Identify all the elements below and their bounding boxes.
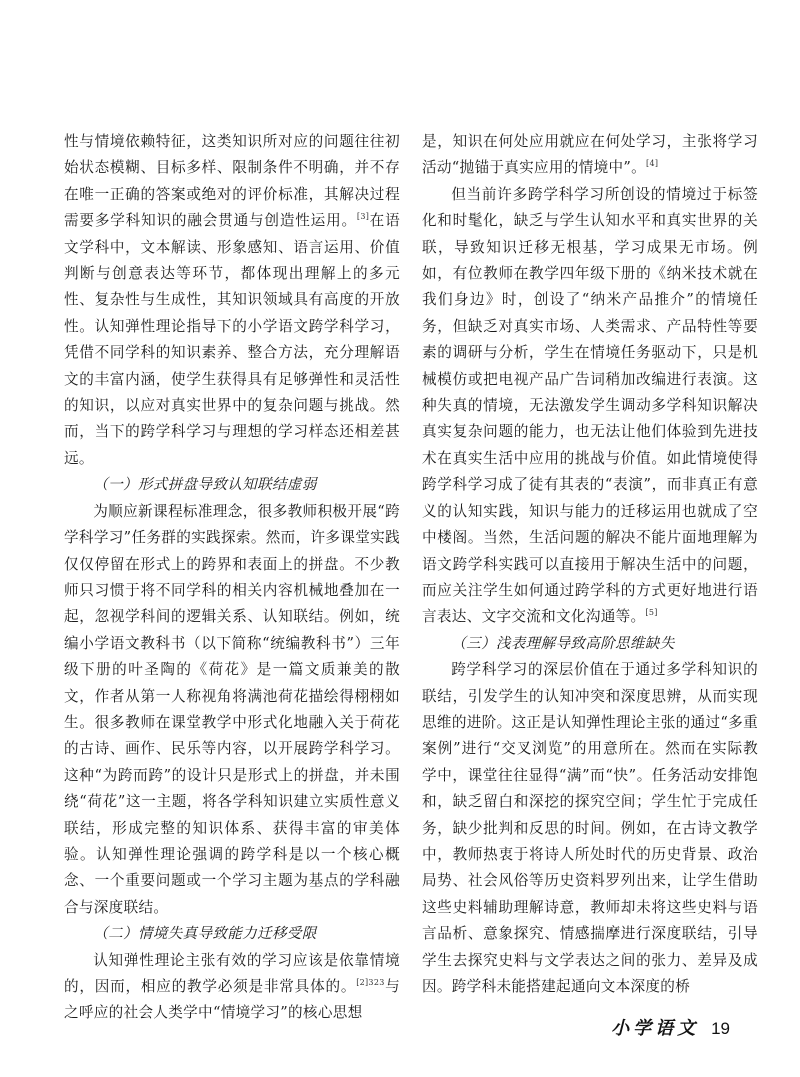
paragraph: 跨学科学习的深层价值在于通过多学科知识的联结，引发学生的认知冲突和深度思辨，从而实现思维的进阶。这正是认知弹性理论主张的通过“多重案例”进行“交叉浏览”的用意所在。然而在实际教学中，课堂往往显得“满”而“快”。任务活动安排饱和，缺乏留白和深挖的探究空间；学生忙于完成任务，缺少批判和反思的时间。例如，在古诗文教学中，教师热衷于将诗人所处时代的历史背景、政治局势、社会风俗等历史资料罗列出来，让学生借助这些史料辅助理解诗意，教师却未将这些史料与语言品析、意象探究、情感揣摩进行深度联结，引导学生去探究史料与文学表达之间的张力、差异及成因。跨学科未能搭建起通向文本深度的桥	[422, 661, 758, 995]
citation: [4]	[646, 159, 659, 169]
paragraph	[64, 948, 400, 1027]
citation: [2]323	[356, 978, 385, 988]
paragraph-text: 但当前许多跨学科学习所创设的情境过于标签化和时髦化，缺乏与学生认知水平和真实世界的关联，导致知识迁移无根基，学习成果无市场。例如，有位教师在教学四年级下册的《纳米技术就在我们身边》时，创设了“纳米产品推介”的情境任务，但缺乏对真实市场、人类需求、产品特性等要素的调研与分析，学生在情境任务驱动下，只是机械模仿或把电视产品广告词稍加改编进行表演。这种失真的情境，无法激发学生调动多学科知识解决真实复杂问题的能力，也无法让他们体验到先进技术在真实生活中应用的挑战与价值。如此情境使得跨学科学习成了徒有其表的“表演”，而非真正有意义的认知实践，知识与能力的迁移运用也就成了空中楼阁。当然，生活问题的解决不能片面地理解为语文跨学科实践可以直接用于解决生活中的问题，而应关注学生如何通过跨学科的方式更好地进行语言表达、文字交流和文化沟通等。	[422, 185, 758, 626]
paragraph-text: 与之呼应的社会人类学中“情境学习”的核心思想	[64, 978, 400, 1022]
page-number: 19	[711, 1019, 730, 1038]
paragraph-text: 性与情境依赖特征，这类知识所对应的问题往往初始状态模糊、目标多样、限制条件不明确，并不存在唯一正确的答案或绝对的评价标准，其解决过程需要多学科知识的融会贯通与创造性运用。	[64, 133, 400, 230]
section-heading-2: （二）情境失真导致能力迁移受限	[93, 925, 317, 943]
citation: [5]	[645, 608, 658, 618]
paragraph	[422, 129, 758, 182]
journal-name: 小学语文	[611, 1018, 700, 1039]
left-column	[64, 129, 400, 1027]
paragraph-text: 在语文学科中，文本解读、形象感知、语言运用、价值判断与创意表达等环节，都体现出理解上的多元性、复杂性与生成性，其知识领域具有高度的开放性。认知弹性理论指导下的小学语文跨学科学习，凭借不同学科的知识素养、整合方法，充分理解语文的丰富内涵，使学生获得具有足够弹性和灵活性的知识，以应对真实世界中的复杂问题与挑战。然而，当下的跨学科学习与理想的学习样态还相差甚远。	[64, 212, 400, 467]
paragraph	[64, 129, 400, 472]
paragraph: 为顺应新课程标准理念，很多教师积极开展“跨学科学习”任务群的实践探索。然而，许多课堂实践仅仅停留在形式上的跨界和表面上的拼盘。不少教师只习惯于将不同学科的相关内容机械地叠加在一起，忽视学科间的逻辑关系、认知联结。例如，统编小学语文教科书（以下简称“统编教科书”）三年级下册的叶圣陶的《荷花》是一篇文质兼美的散文，作者从第一人称视角将满池荷花描绘得栩栩如生。很多教师在课堂教学中形式化地融入关于荷花的古诗、画作、民乐等内容，以开展跨学科学习。这种“为跨而跨”的设计只是形式上的拼盘，并未围绕“荷花”这一主题，将各学科知识建立实质性意义联结，形成完整的知识体系、获得丰富的审美体验。认知弹性理论强调的跨学科是以一个核心概念、一个重要问题或一个学习主题为基点的学科融合与深度联结。	[64, 502, 400, 916]
citation: [3]	[356, 212, 370, 222]
section-heading-3: （三）浅表理解导致高阶思维缺失	[451, 634, 675, 652]
paragraph-text: 认知弹性理论主张有效的学习应该是依靠情境的，因而，相应的教学必须是非常具体的。	[64, 951, 400, 995]
right-column	[422, 129, 758, 1000]
paragraph	[422, 182, 758, 631]
page-footer	[611, 1014, 730, 1040]
section-heading-1: （一）形式拼盘导致认知联结虚弱	[93, 476, 317, 494]
paragraph-text: 是，知识在何处应用就应在何处学习，主张将学习活动“抛锚于真实应用的情境中”。	[422, 133, 758, 177]
